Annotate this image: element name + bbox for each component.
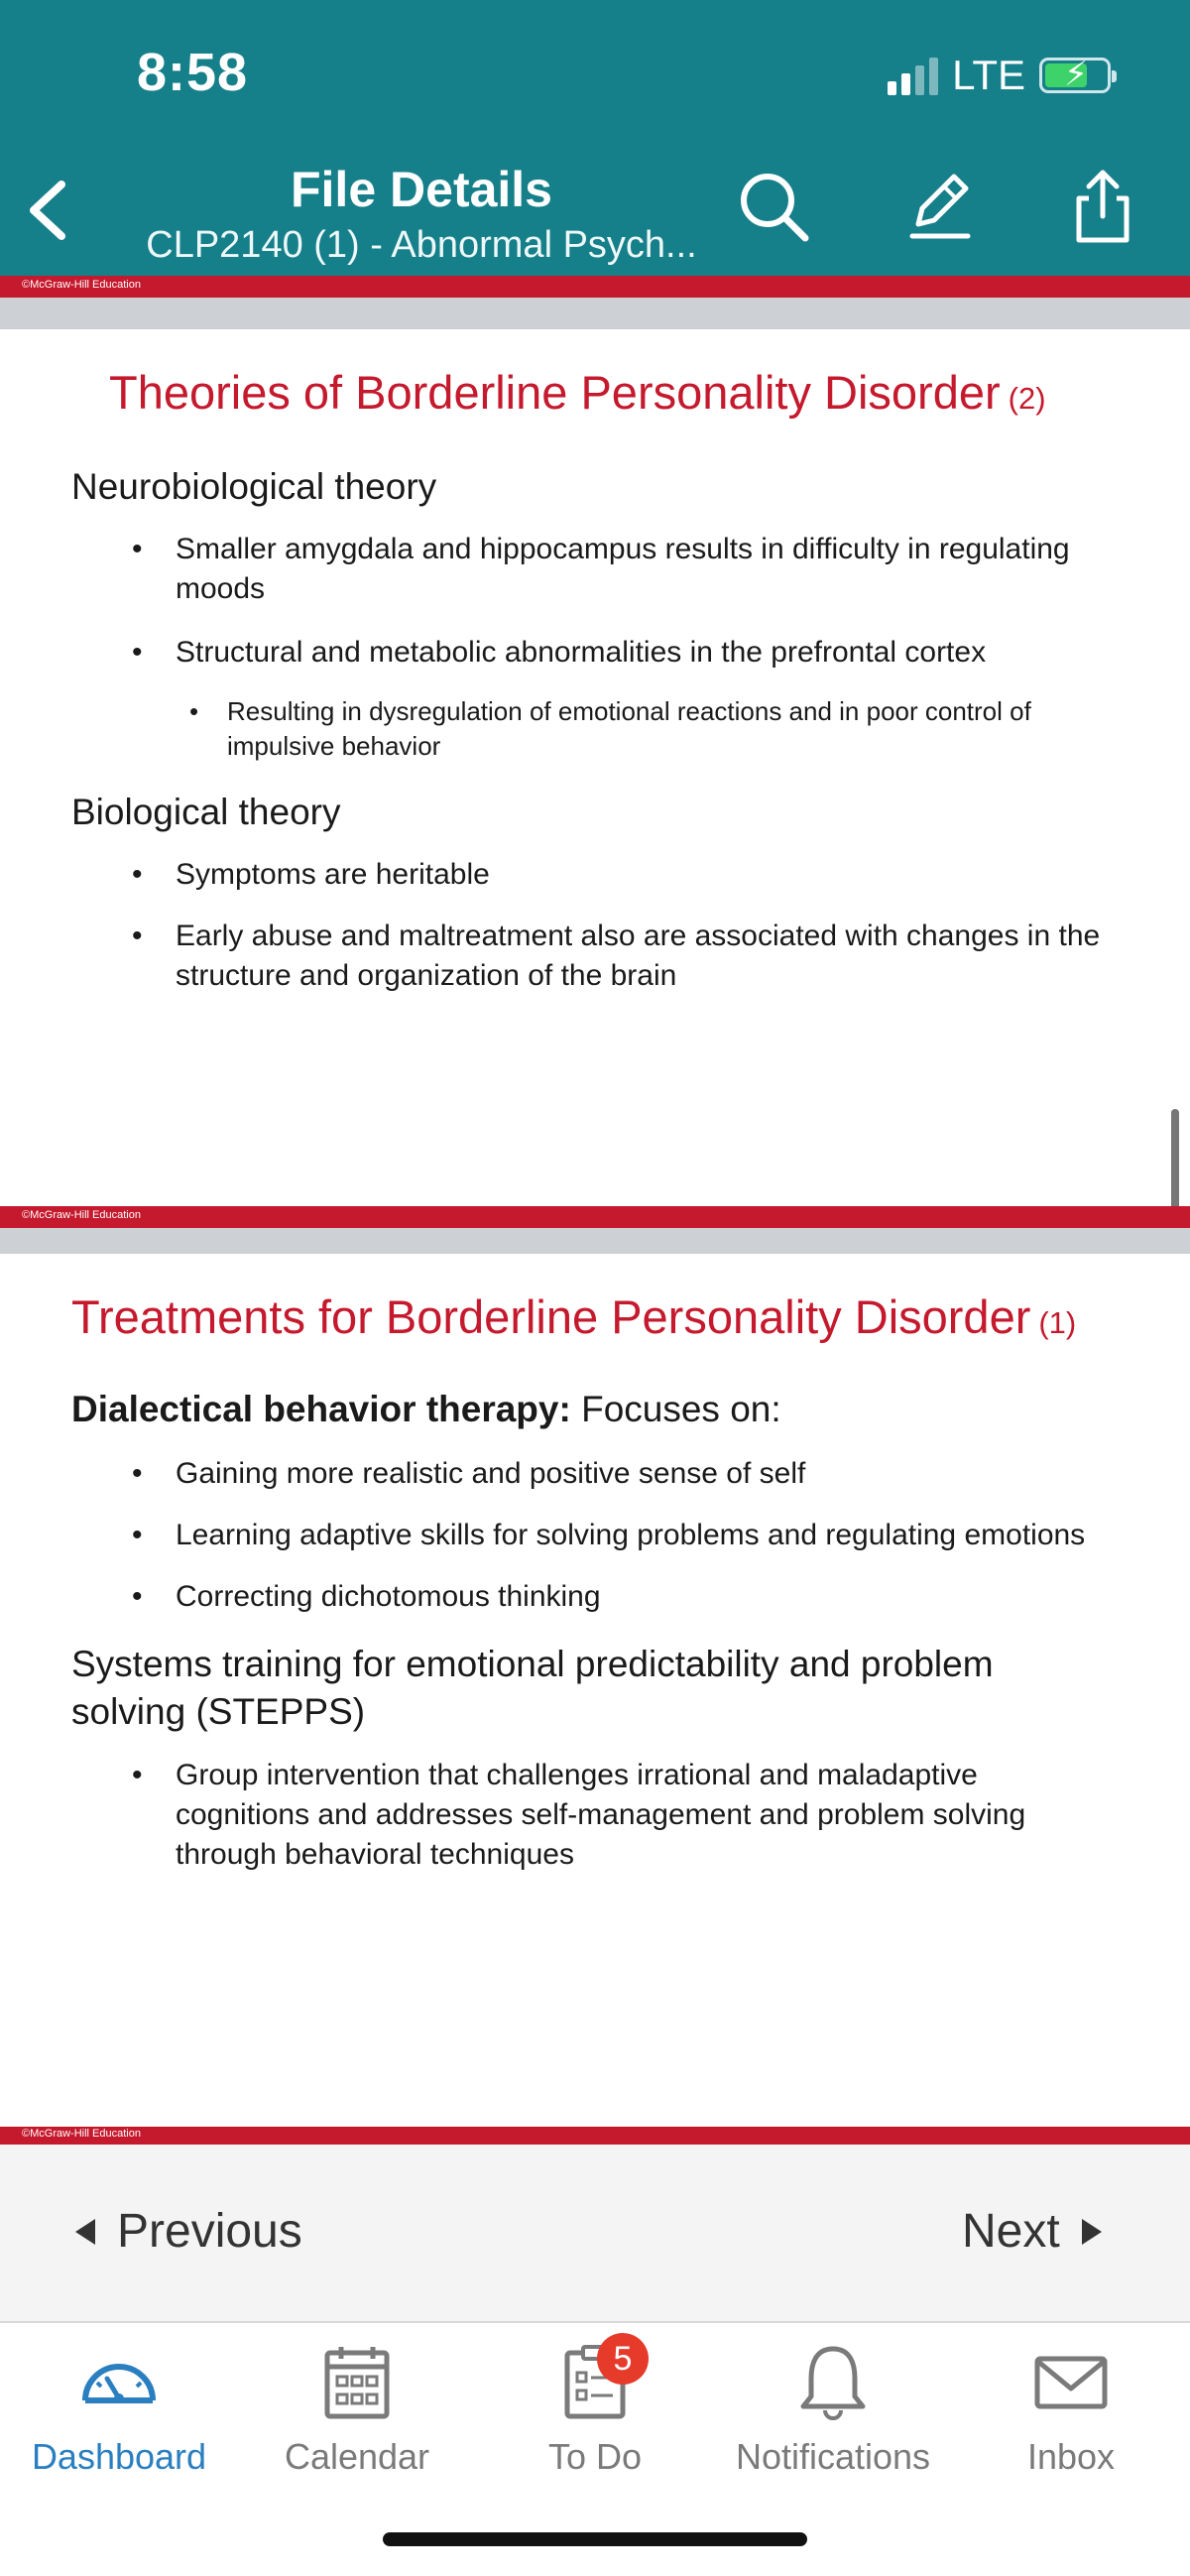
battery-icon: ⚡ bbox=[1039, 58, 1111, 93]
todo-count-badge: 5 bbox=[597, 2333, 649, 2385]
annotate-button[interactable] bbox=[900, 167, 980, 246]
list-item: • Gaining more realistic and positive sense of self bbox=[176, 1454, 1128, 1494]
next-button[interactable]: Next bbox=[962, 2204, 1102, 2259]
bell-icon bbox=[791, 2343, 875, 2422]
triangle-left-icon bbox=[75, 2219, 95, 2245]
search-icon bbox=[734, 167, 813, 246]
mail-icon bbox=[1029, 2343, 1113, 2422]
back-button[interactable] bbox=[18, 171, 77, 250]
slide-title: Treatments for Borderline Personality Disorder (1) bbox=[71, 1290, 1077, 1343]
slide-footer-strip bbox=[0, 1206, 1190, 1228]
list-item: • Group intervention that challenges irrational and maladaptive cognitions and addresses self-management and problem solving through behavioral techniques bbox=[176, 1756, 1068, 1875]
network-label: LTE bbox=[952, 52, 1025, 98]
tab-notifications[interactable]: Notifications bbox=[714, 2343, 952, 2478]
home-indicator[interactable] bbox=[383, 2532, 807, 2546]
status-indicators bbox=[888, 52, 1111, 99]
tab-todo[interactable]: 5 To Do bbox=[476, 2343, 714, 2478]
tab-dashboard[interactable]: Dashboard bbox=[0, 2343, 238, 2478]
todo-icon bbox=[553, 2340, 637, 2422]
copyright-text: ©McGraw-Hill Education bbox=[22, 279, 141, 291]
previous-button[interactable]: Previous bbox=[75, 2204, 302, 2259]
title-block bbox=[139, 159, 704, 270]
section-heading: Neurobiological theory bbox=[71, 466, 437, 507]
share-icon bbox=[1063, 167, 1142, 246]
pager bbox=[0, 2145, 1190, 2321]
scrollbar[interactable] bbox=[1171, 1109, 1179, 1220]
section-heading: Biological theory bbox=[71, 792, 341, 832]
slide-footer-strip bbox=[0, 2127, 1190, 2145]
tab-inbox[interactable]: Inbox bbox=[952, 2343, 1190, 2478]
signal-icon bbox=[888, 56, 938, 95]
slide-separator bbox=[0, 298, 1190, 329]
share-button[interactable] bbox=[1063, 167, 1142, 246]
dashboard-icon bbox=[77, 2343, 161, 2422]
list-item: • Learning adaptive skills for solving problems and regulating emotions bbox=[176, 1516, 1128, 1555]
section-heading: Dialectical behavior therapy: Focuses on: bbox=[71, 1389, 781, 1429]
page-title: File Details bbox=[291, 162, 552, 217]
triangle-right-icon bbox=[1082, 2219, 1102, 2245]
chevron-left-icon bbox=[18, 171, 77, 250]
pen-icon bbox=[900, 167, 980, 246]
calendar-icon bbox=[315, 2343, 399, 2422]
copyright-text: ©McGraw-Hill Education bbox=[22, 1209, 141, 1221]
search-button[interactable] bbox=[734, 167, 813, 246]
slide-theories bbox=[0, 329, 1190, 1206]
status-time: 8:58 bbox=[137, 43, 249, 102]
tab-calendar[interactable]: Calendar bbox=[238, 2343, 476, 2478]
list-item: • Structural and metabolic abnormalities in the prefrontal cortex bbox=[176, 633, 1108, 673]
slide-title: Theories of Borderline Personality Disorder (2) bbox=[109, 366, 1046, 419]
sub-list-item: • Resulting in dysregulation of emotional reactions and in poor control of impulsive behavior bbox=[227, 694, 1110, 764]
slide-separator bbox=[0, 1228, 1190, 1254]
slide-treatments bbox=[0, 1254, 1190, 2127]
list-item: • Symptoms are heritable bbox=[176, 855, 1128, 895]
slide-footer-strip bbox=[0, 276, 1190, 298]
list-item: • Smaller amygdala and hippocampus results in difficulty in regulating moods bbox=[176, 530, 1108, 609]
app-header bbox=[0, 0, 1190, 276]
section-heading: Systems training for emotional predictability and problem solving (STEPPS) bbox=[71, 1644, 994, 1732]
file-name: CLP2140 (1) - Abnormal Psych... bbox=[146, 224, 697, 266]
copyright-text: ©McGraw-Hill Education bbox=[22, 2128, 141, 2140]
list-item: • Early abuse and maltreatment also are associated with changes in the structure and organization of the brain bbox=[176, 917, 1128, 996]
list-item: • Correcting dichotomous thinking bbox=[176, 1577, 1128, 1617]
